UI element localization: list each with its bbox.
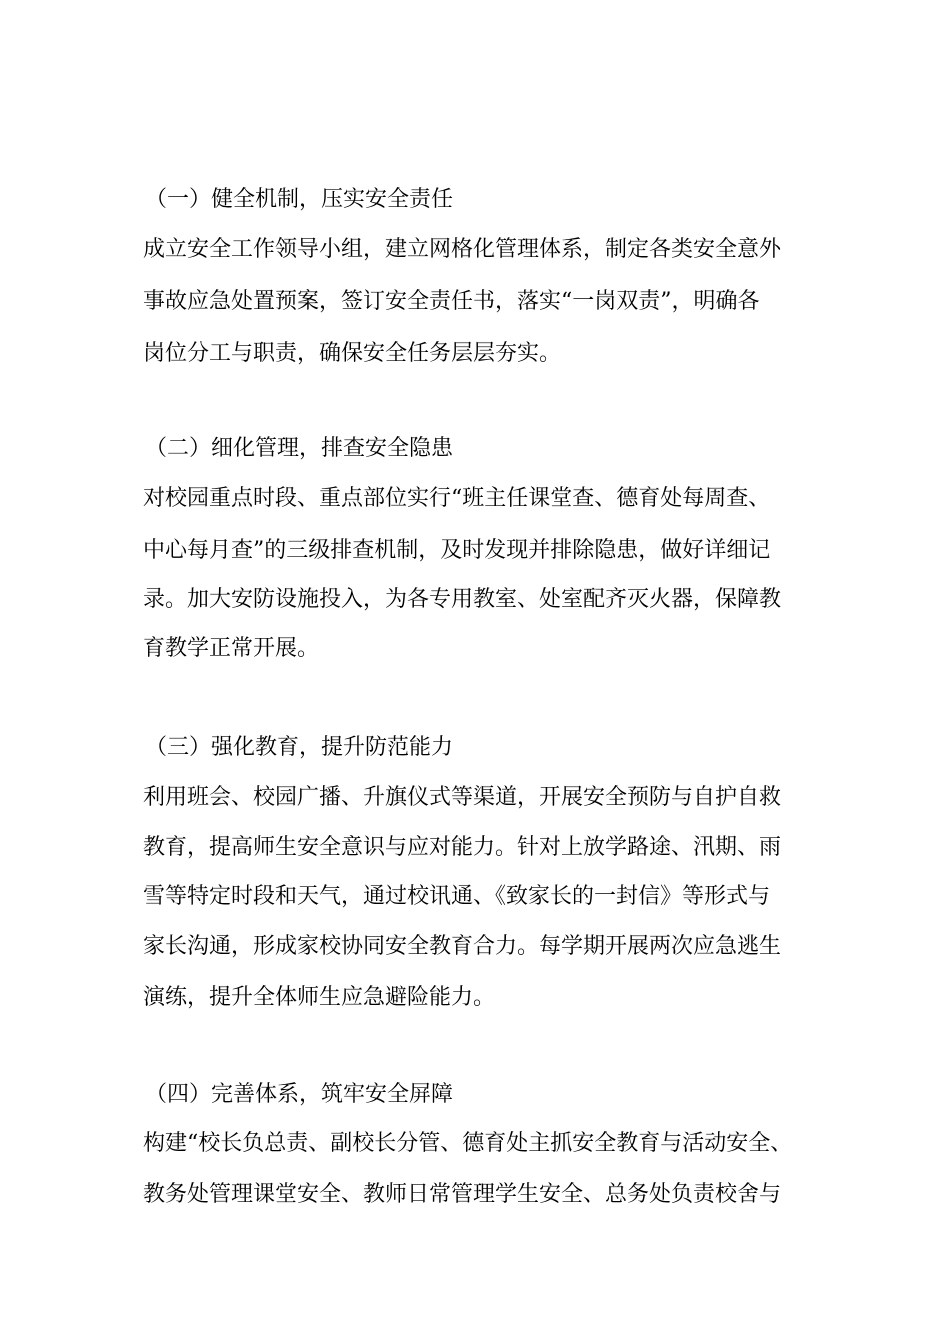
section-heading-2: （二）细化管理，排查安全隐患	[145, 436, 454, 461]
paragraph-line: 育教学正常开展。	[143, 636, 320, 661]
section-heading-4: （四）完善体系，筑牢安全屏障	[145, 1082, 454, 1107]
paragraph-line: 家长沟通，形成家校协同安全教育合力。每学期开展两次应急逃生	[143, 934, 782, 959]
paragraph-line: 岗位分工与职责，确保安全任务层层夯实。	[143, 341, 562, 366]
paragraph-line: 对校园重点时段、重点部位实行“班主任课堂查、德育处每周查、	[143, 486, 771, 511]
section-heading-3: （三）强化教育，提升防范能力	[145, 735, 454, 760]
paragraph-line: 成立安全工作领导小组，建立网格化管理体系，制定各类安全意外	[143, 237, 782, 262]
paragraph-line: 教务处管理课堂安全、教师日常管理学生安全、总务处负责校舍与	[143, 1182, 782, 1207]
section-heading-1: （一）健全机制，压实安全责任	[145, 187, 454, 212]
paragraph-line: 构建“校长负总责、副校长分管、德育处主抓安全教育与活动安全、	[143, 1131, 793, 1156]
paragraph-line: 演练，提升全体师生应急避险能力。	[143, 985, 496, 1010]
paragraph-line: 利用班会、校园广播、升旗仪式等渠道，开展安全预防与自护自救	[143, 785, 782, 810]
paragraph-line: 教育，提高师生安全意识与应对能力。针对上放学路途、汛期、雨	[143, 835, 782, 860]
paragraph-line: 录。加大安防设施投入，为各专用教室、处室配齐灭火器，保障教	[143, 587, 782, 612]
paragraph-line: 中心每月查”的三级排查机制，及时发现并排除隐患，做好详细记	[143, 538, 771, 563]
paragraph-line: 事故应急处置预案，签订安全责任书，落实“一岗双责”，明确各	[143, 289, 760, 314]
paragraph-line: 雪等特定时段和天气，通过校讯通、《致家长的一封信》等形式与	[143, 884, 771, 909]
